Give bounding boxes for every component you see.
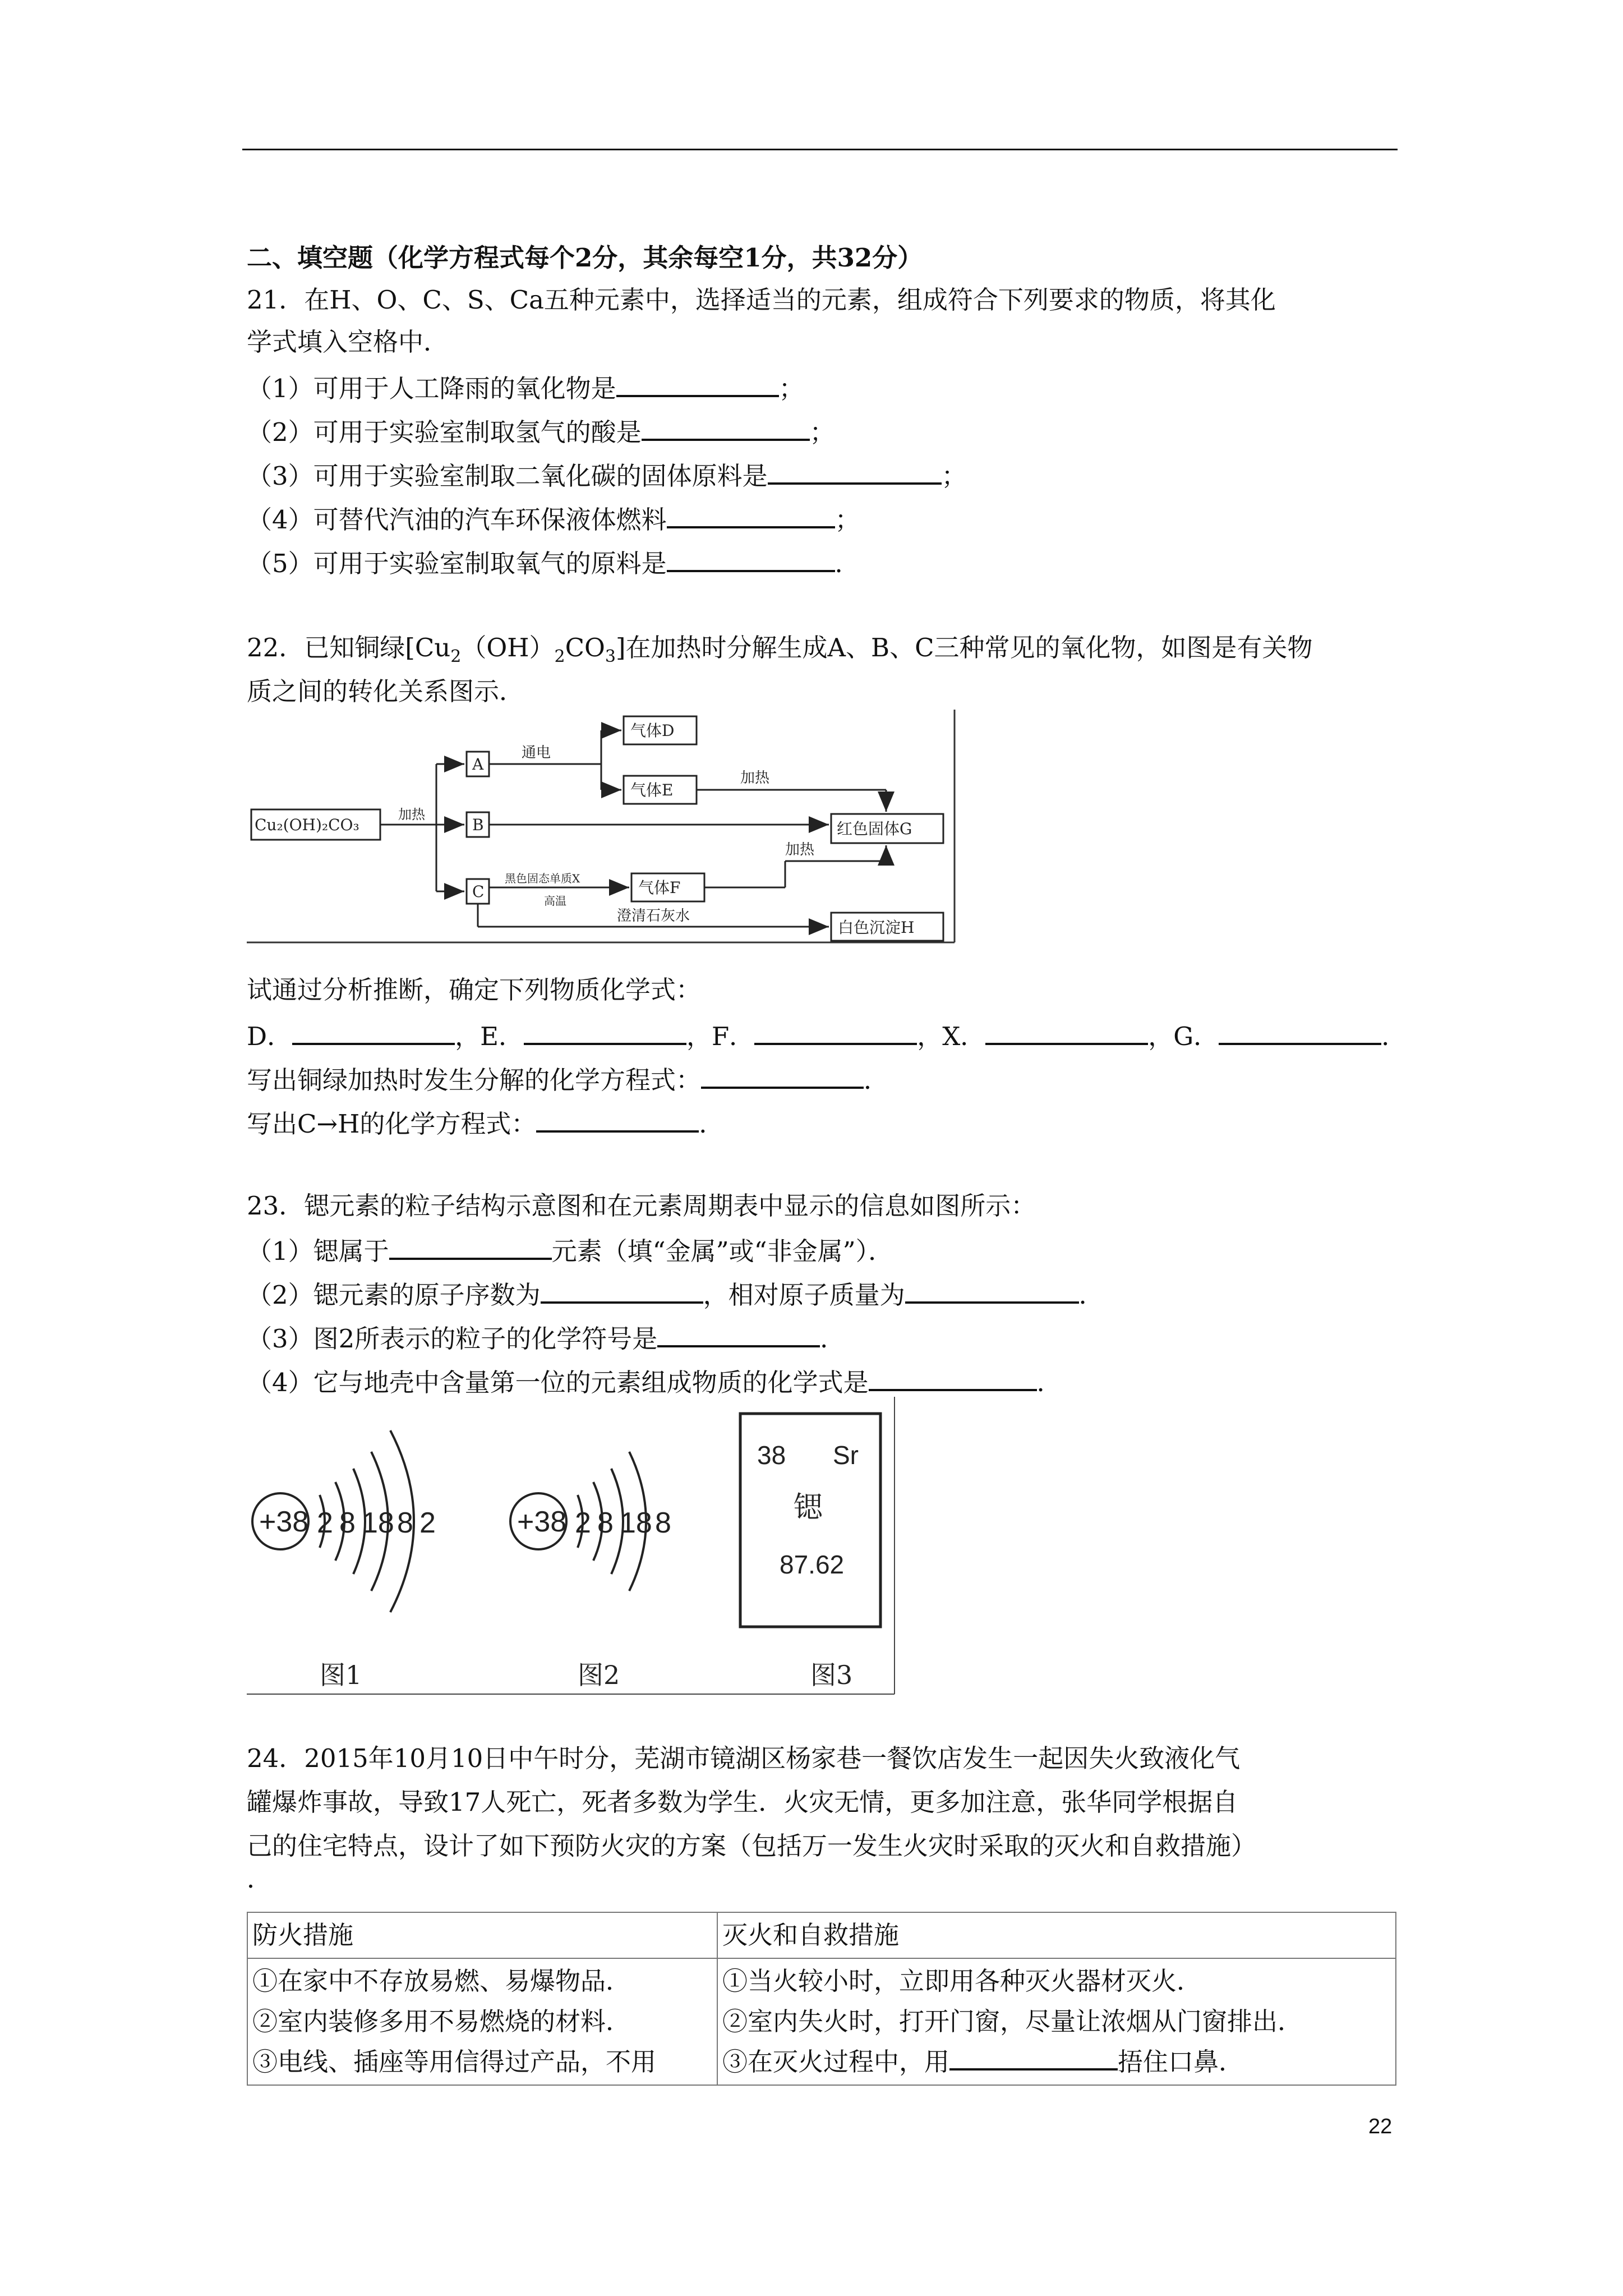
label-heat3: 加热 — [785, 841, 815, 858]
q21-stem-line1: 21．在H、O、C、S、Ca五种元素中，选择适当的元素，组成符合下列要求的物质，将其化 — [247, 285, 1276, 315]
answer-blank[interactable] — [905, 1277, 1079, 1304]
answer-blank[interactable] — [536, 1106, 699, 1133]
q23-item-4: （4）它与地壳中含量第一位的元素组成物质的化学式是 ． — [247, 1364, 1062, 1400]
q24-line2: 罐爆炸事故，导致17人死亡，死者多数为学生．火灾无情，更多加注意，张华同学根据自 — [247, 1787, 1238, 1817]
header-rule — [242, 149, 1398, 150]
fig2-shell-3: 18 — [620, 1507, 652, 1539]
table-header: 灭火和自救措施 — [717, 1912, 1396, 1958]
fig2-nucleus: +38 — [517, 1506, 567, 1538]
label-redG: 红色固体G — [837, 820, 912, 838]
q22-stem-line2: 质之间的转化关系图示． — [247, 677, 525, 706]
label-heat2: 加热 — [740, 770, 770, 786]
table-row — [247, 1958, 1396, 2085]
answer-blank[interactable] — [642, 414, 810, 441]
fig1-shell-4: 8 — [397, 1507, 413, 1539]
fig2-shell-4: 8 — [655, 1507, 671, 1539]
q22-ask: 试通过分析推断，确定下列物质化学式： — [247, 975, 702, 1005]
q24-line3: 己的住宅特点，设计了如下预防火灾的方案（包括万一发生火灾时采取的灭火和自救措施） — [247, 1831, 1257, 1861]
table-cell: ②室内装修多用不易燃烧的材料． — [252, 2007, 631, 2036]
fig1-caption: 图1 — [320, 1660, 362, 1690]
table-cell: ②室内失火时，打开门窗，尽量让浓烟从门窗排出． — [722, 2007, 1303, 2036]
fig3-caption: 图3 — [810, 1660, 853, 1690]
answer-blank[interactable] — [541, 1277, 703, 1304]
answer-blank-D[interactable] — [292, 1018, 455, 1045]
section-title: 二、填空题（化学方程式每个2分，其余每空1分，共32分） — [247, 243, 923, 273]
answer-blank[interactable] — [701, 1062, 864, 1089]
fig2-shell-1: 2 — [575, 1507, 591, 1539]
q23-item-3: （3）图2所表示的粒子的化学符号是 ． — [247, 1320, 845, 1356]
q21-item-2: （2）可用于实验室制取氢气的酸是 ； — [247, 414, 835, 449]
answer-blank[interactable] — [389, 1233, 552, 1260]
q23-item-2: （2）锶元素的原子序数为 ，相对原子质量为 ． — [247, 1277, 1104, 1312]
q23-stem: 23．锶元素的粒子结构示意图和在元素周期表中显示的信息如图所示： — [247, 1191, 1036, 1221]
table-cell: ③电线、插座等用信得过产品，不用 — [252, 2047, 657, 2077]
fig1-shell-5: 2 — [419, 1507, 436, 1539]
table-header: 防火措施 — [247, 1912, 717, 1958]
label-gasE: 气体E — [630, 781, 674, 799]
answer-blank[interactable] — [667, 501, 835, 528]
q21-item-4: （4）可替代汽油的汽车环保液体燃料 ； — [247, 501, 860, 537]
label-whiteH: 白色沉淀H — [838, 918, 915, 937]
fig2-caption: 图2 — [578, 1660, 620, 1690]
label-gasD: 气体D — [630, 721, 675, 740]
table-cell: ①当火较小时，立即用各种灭火器材灭火． — [722, 1966, 1202, 1996]
q21-item-5: （5）可用于实验室制取氧气的原料是 ． — [247, 545, 860, 581]
label-B: B — [472, 816, 484, 834]
label-C: C — [472, 882, 485, 901]
answer-blank-F[interactable] — [754, 1018, 917, 1045]
label-heat1: 加热 — [398, 807, 425, 822]
fig3-atomic-number: 38 — [757, 1441, 786, 1470]
answer-blank-X[interactable] — [985, 1018, 1148, 1045]
fig1-nucleus: +38 — [259, 1506, 309, 1538]
fig1-shell-2: 8 — [339, 1507, 356, 1539]
answer-blank[interactable] — [657, 1320, 820, 1347]
fig1-shell-1: 2 — [317, 1507, 333, 1539]
answer-blank-E[interactable] — [524, 1018, 686, 1045]
label-blackX: 黑色固态单质X — [505, 872, 580, 885]
label-limewater: 澄清石灰水 — [617, 908, 690, 924]
answer-blank[interactable] — [616, 370, 779, 397]
label-A: A — [472, 755, 484, 774]
transformation-diagram — [247, 710, 959, 945]
q22-stem-line1: 22．已知铜绿$[Cu_2(OH)_2CO_3]$在加热时分解生成A、B、C三种常见的氧化物，如图是有关物 — [247, 633, 1313, 666]
label-highTemp: 高温 — [544, 894, 566, 908]
label-electrolysis: 通电 — [522, 744, 551, 761]
fig3-name: 锶 — [794, 1491, 823, 1525]
label-gasF: 气体F — [638, 878, 681, 897]
fig3-symbol: Sr — [833, 1441, 859, 1470]
q22-eq1: 写出铜绿加热时发生分解的化学方程式： ． — [247, 1062, 889, 1097]
q24-line1: 24．2015年10月10日中午时分，芜湖市镜湖区杨家巷一餐饮店发生一起因失火致液化气 — [247, 1743, 1241, 1773]
answer-blank-G[interactable] — [1219, 1018, 1381, 1045]
q21-stem-line2: 学式填入空格中． — [247, 327, 449, 357]
q24-line4: ． — [247, 1864, 273, 1894]
q23-item-1: （1）锶属于 元素（填“金属”或“非金属”）． — [247, 1233, 893, 1268]
answer-blank[interactable] — [949, 2044, 1118, 2070]
answer-blank[interactable] — [768, 458, 942, 485]
page-number: 22 — [1368, 2115, 1393, 2138]
fig2-shell-2: 8 — [597, 1507, 614, 1539]
fig3-mass: 87.62 — [780, 1550, 845, 1579]
q21-item-1: （1）可用于人工降雨的氧化物是 ； — [247, 370, 804, 406]
table-header-row — [247, 1912, 1396, 1958]
table-cell: ③在灭火过程中，用 捂住口鼻． — [722, 2042, 1391, 2082]
q22-blanks-row: D． ，E． ，F． ，X． ，G． ． — [247, 1018, 1407, 1053]
answer-blank[interactable] — [667, 545, 835, 572]
label-start: Cu₂(OH)₂CO₃ — [255, 816, 359, 834]
fig1-shell-3: 18 — [362, 1507, 394, 1539]
q21-item-3: （3）可用于实验室制取二氧化碳的固体原料是 ； — [247, 458, 967, 493]
q22-eq2: 写出C→H的化学方程式： ． — [247, 1106, 724, 1141]
table-cell: ①在家中不存放易燃、易爆物品． — [252, 1966, 631, 1996]
answer-blank[interactable] — [869, 1364, 1037, 1391]
fire-measures-table — [247, 1912, 1396, 2086]
strontium-figures — [247, 1397, 897, 1700]
